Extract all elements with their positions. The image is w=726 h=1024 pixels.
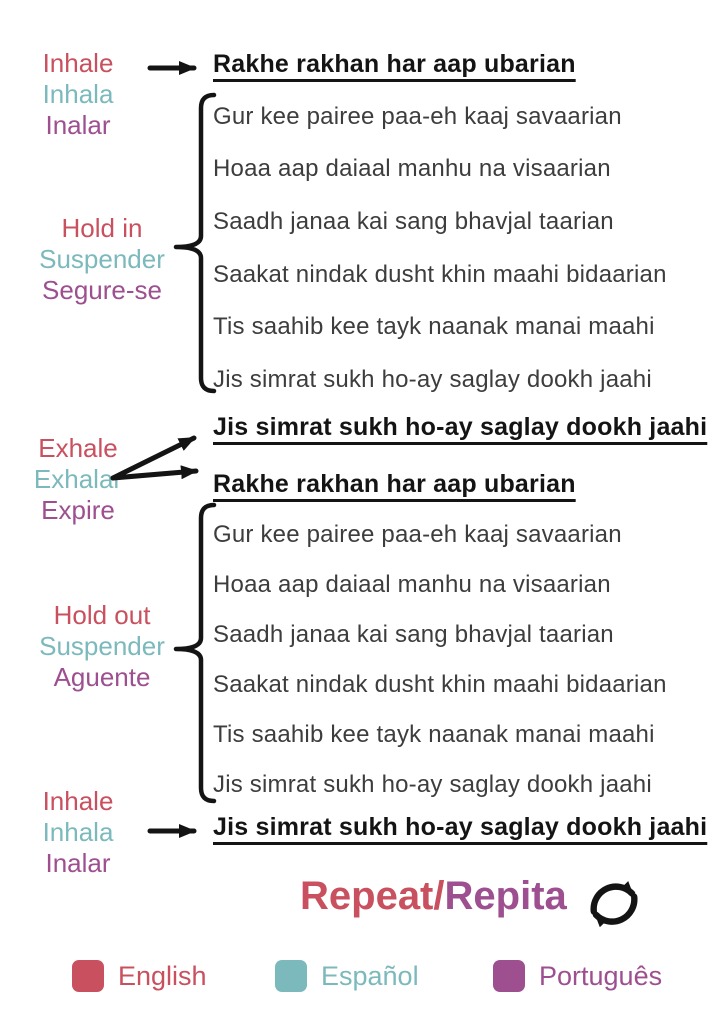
inhale-top-portuguese: Inalar	[45, 110, 111, 140]
verse-line: Hoaa aap daiaal manhu na visaarian	[213, 571, 611, 598]
verse-line: Tis saahib kee tayk naanak manai maahi	[213, 313, 655, 340]
repeat-label-spanish: Repita	[444, 874, 567, 918]
verse-line: Saakat nindak dusht khin maahi bidaarian	[213, 261, 667, 288]
portugues-color-swatch	[493, 960, 525, 992]
repeat-separator: /	[433, 874, 445, 918]
inhale-bottom-spanish: Inhala	[42, 817, 114, 847]
legend-item-english	[72, 960, 207, 992]
verse-line: Gur kee pairee paa-eh kaaj savaarian	[213, 521, 622, 548]
breath-label-hold-out	[22, 600, 182, 693]
breath-label-inhale-top	[18, 48, 138, 141]
exhale-spanish: Exhalar	[33, 464, 123, 494]
breath-label-inhale-bottom	[18, 786, 138, 879]
verse-line: Gur kee pairee paa-eh kaaj savaarian	[213, 103, 622, 130]
inhale-top-english: Inhale	[42, 48, 114, 78]
inhale-top-spanish: Inhala	[42, 79, 114, 109]
breath-cue-line-inhale-1: Rakhe rakhan har aap ubarian	[213, 50, 576, 78]
exhale-english: Exhale	[38, 433, 118, 463]
legend-item-espanol	[275, 960, 419, 992]
espanol-color-swatch	[275, 960, 307, 992]
breath-cue-line-exhale-1: Jis simrat sukh ho-ay saglay dookh jaahi	[213, 413, 708, 441]
verse-line: Saakat nindak dusht khin maahi bidaarian	[213, 671, 667, 698]
hold-out-english: Hold out	[53, 600, 151, 630]
breath-cue-line-inhale-2: Jis simrat sukh ho-ay saglay dookh jaahi	[213, 813, 708, 841]
verse-line: Jis simrat sukh ho-ay saglay dookh jaahi	[213, 366, 652, 393]
breath-cue-line-exhale-2: Rakhe rakhan har aap ubarian	[213, 470, 576, 498]
inhale-bottom-english: Inhale	[42, 786, 114, 816]
verse-line: Jis simrat sukh ho-ay saglay dookh jaahi	[213, 771, 652, 798]
breath-label-exhale	[18, 433, 138, 526]
hold-in-spanish: Suspender	[39, 244, 165, 274]
legend-item-portugues	[493, 960, 662, 992]
verse-line: Tis saahib kee tayk naanak manai maahi	[213, 721, 655, 748]
exhale-portuguese: Expire	[41, 495, 115, 525]
legend-label-espanol: Español	[321, 960, 419, 991]
verse-line: Saadh janaa kai sang bhavjal taarian	[213, 208, 614, 235]
hold-in-portuguese: Segure-se	[42, 275, 162, 305]
inhale-bottom-portuguese: Inalar	[45, 848, 111, 878]
legend-label-english: English	[118, 960, 207, 991]
hold-out-spanish: Suspender	[39, 631, 165, 661]
repeat-label-english: Repeat	[300, 874, 434, 918]
breath-label-hold-in	[22, 213, 182, 306]
hold-in-english: Hold in	[61, 213, 143, 243]
cycle-arrows-icon	[580, 868, 648, 936]
english-color-swatch	[72, 960, 104, 992]
verse-line: Saadh janaa kai sang bhavjal taarian	[213, 621, 614, 648]
verse-line: Hoaa aap daiaal manhu na visaarian	[213, 155, 611, 182]
hold-out-portuguese: Aguente	[53, 662, 151, 692]
legend-label-portugues: Português	[539, 960, 663, 991]
repeat-label	[300, 874, 567, 919]
